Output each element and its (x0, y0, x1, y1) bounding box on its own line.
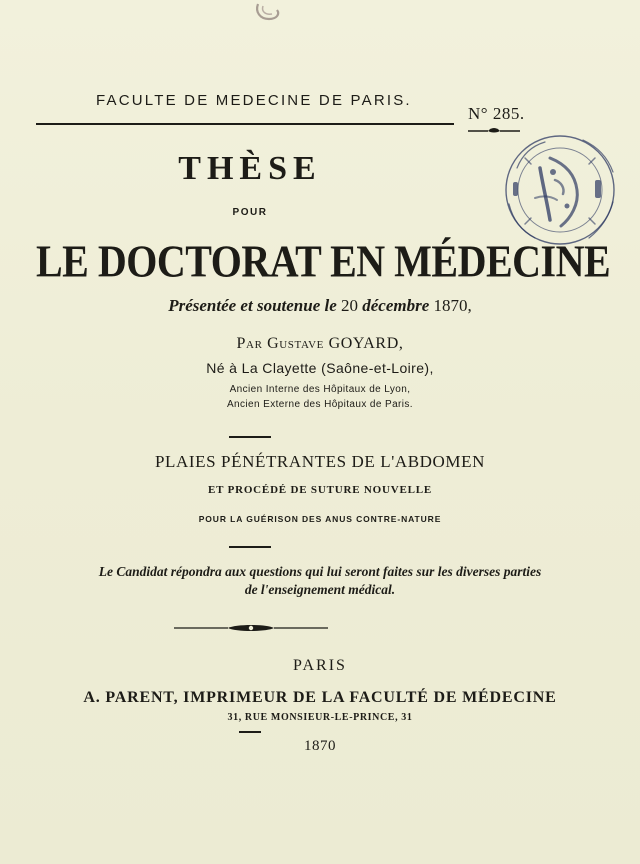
candidate-note-line2: de l'enseignement médical. (244, 582, 396, 597)
presentation-day: 20 (341, 296, 359, 315)
author-credential-paris: Ancien Externe des Hôpitaux de Paris. (226, 399, 413, 410)
author-par: Par Gustave (236, 335, 324, 352)
presentation-line (0, 296, 640, 316)
imprint-year: 1870 (304, 738, 336, 754)
imprint-rule (239, 731, 261, 733)
pour-label: POUR (232, 207, 268, 218)
subject-title: PLAIES PÉNÉTRANTES DE L'ABDOMEN (154, 452, 486, 471)
candidate-note-line1: Le Candidat répondra aux questions qui lui seront faites sur les diverses parties (98, 564, 542, 579)
typographic-ornament (172, 623, 330, 633)
section-divider (229, 436, 271, 438)
author-name: GOYARD, (328, 335, 404, 352)
thesis-number: N° 285. (468, 104, 525, 123)
subject-procede: ET PROCÉDÉ DE SUTURE NOUVELLE (207, 484, 433, 496)
faculty-header: FACULTE DE MEDECINE DE PARIS. (96, 92, 412, 109)
presentation-prefix: Présentée et soutenue le (168, 296, 337, 315)
author-line (0, 335, 640, 353)
header-rule (36, 123, 454, 125)
presentation-month: décembre (362, 296, 430, 315)
ink-stain-mark (252, 0, 282, 22)
author-birthplace: Né à La Clayette (Saône-et-Loire), (206, 360, 434, 376)
presentation-year: 1870, (433, 296, 472, 315)
imprint-address: 31, RUE MONSIEUR-LE-PRINCE, 31 (227, 712, 413, 723)
these-heading: THÈSE (178, 150, 322, 187)
imprint-printer: A. PARENT, IMPRIMEUR DE LA FACULTÉ DE MÉDECINE (83, 689, 557, 706)
author-credential-lyon: Ancien Interne des Hôpitaux de Lyon, (229, 384, 411, 395)
doctorat-title: LE DOCTORAT EN MÉDECINE (36, 235, 611, 287)
imprint-city: PARIS (293, 657, 347, 674)
section-divider (229, 546, 271, 548)
subject-guerison: POUR LA GUÉRISON DES ANUS CONTRE-NATURE (198, 514, 442, 524)
